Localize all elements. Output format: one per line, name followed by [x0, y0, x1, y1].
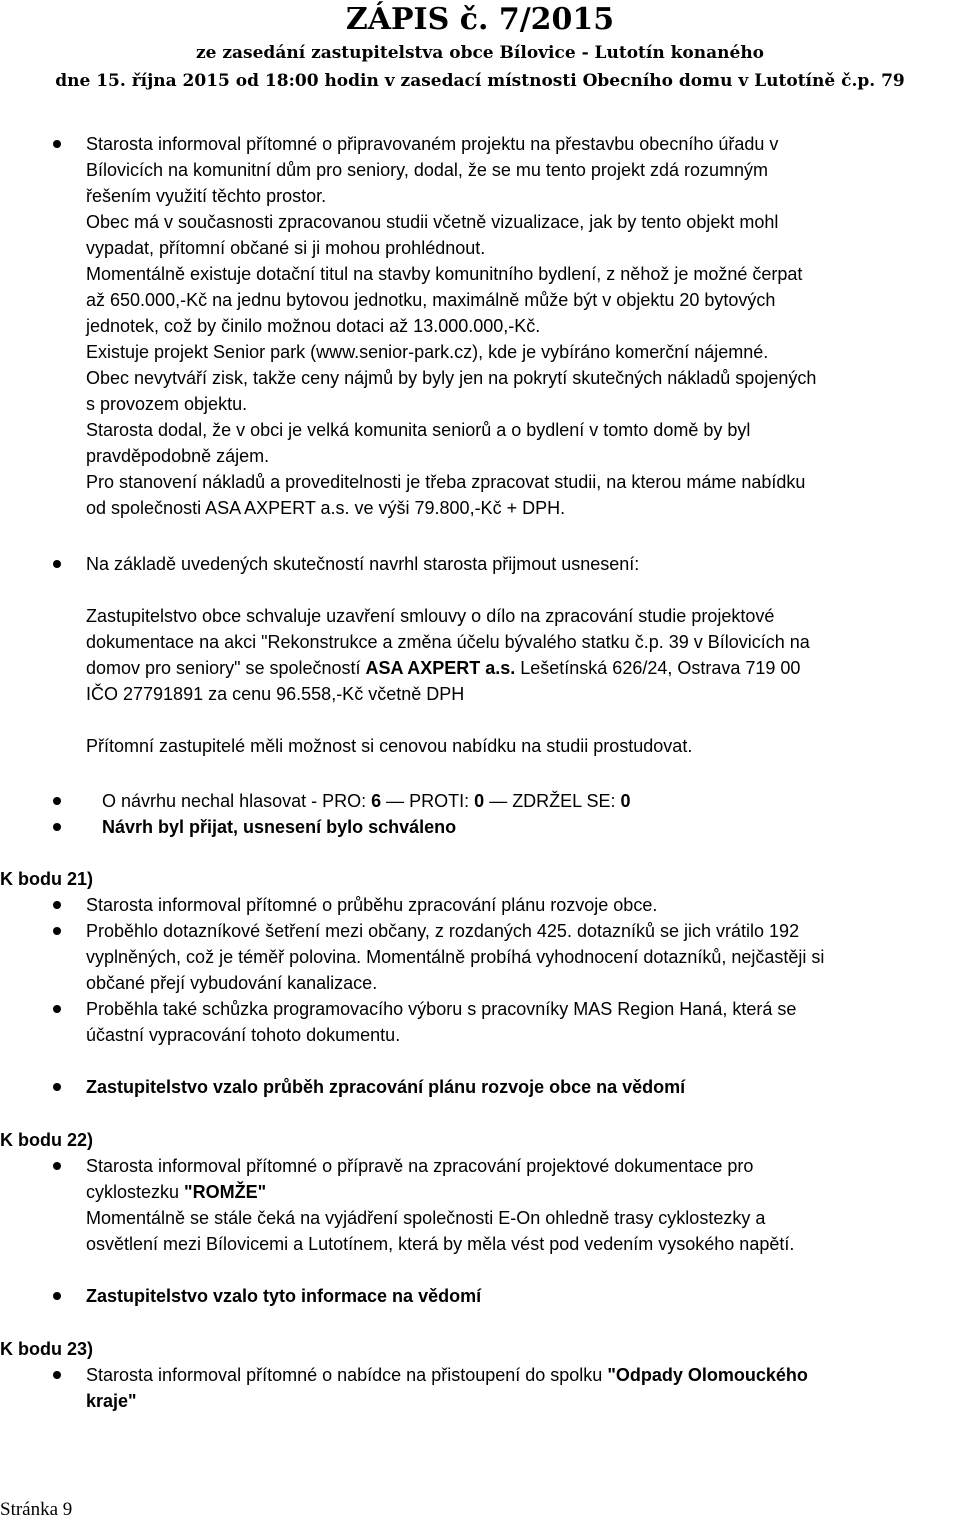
list-item	[86, 1362, 808, 1388]
bullet-icon	[53, 1162, 61, 1170]
paragraph-line: až 650.000,-Kč na jednu bytovou jednotku, maximálně může být v objektu 20 bytových	[86, 290, 776, 310]
list-item	[86, 1179, 266, 1205]
paragraph-line: od společnosti ASA AXPERT a.s. ve výši 79.800,-Kč + DPH.	[86, 498, 566, 518]
vote-zdrzel-count: 0	[620, 791, 631, 811]
paragraph-line: Starosta informoval přítomné o připravovaném projektu na přestavbu obecního úřadu v	[86, 134, 779, 154]
paragraph-line: Obec nevytváří zisk, takže ceny nájmů by byly jen na pokrytí skutečných nákladů spojených	[86, 368, 817, 388]
conclusion-22: Zastupitelstvo vzalo tyto informace na vědomí	[86, 1286, 482, 1306]
list-item: vyplněných, což je téměř polovina. Momentálně probíhá vyhodnocení dotazníků, nejčastěji si	[86, 947, 825, 967]
vote-proti-count: 0	[474, 791, 485, 811]
bullet-icon	[53, 1292, 61, 1300]
section-heading-22: K bodu 22)	[0, 1130, 93, 1150]
paragraph-line: jednotek, což by činilo možnou dotaci až 13.000.000,-Kč.	[86, 316, 541, 336]
present-note: Přítomní zastupitelé měli možnost si cenovou nabídku na studii prostudovat.	[86, 736, 693, 756]
list-text: Starosta informoval přítomné o nabídce na přistoupení do spolku	[86, 1365, 608, 1385]
vote-label: O návrhu nechal hlasovat - PRO:	[102, 791, 372, 811]
bullet-icon	[53, 1005, 61, 1013]
vote-line	[102, 788, 631, 814]
paragraph-line: s provozem objektu.	[86, 394, 248, 414]
resolution-intro: Na základě uvedených skutečností navrhl starosta přijmout usnesení:	[86, 554, 640, 574]
vote-label: — PROTI:	[381, 791, 475, 811]
paragraph-line: pravděpodobně zájem.	[86, 446, 270, 466]
list-item: účastní vypracování tohoto dokumentu.	[86, 1025, 401, 1045]
paragraph-line: vypadat, přítomní občané si ji mohou prohlédnout.	[86, 238, 486, 258]
resolution-line: IČO 27791891 za cenu 96.558,-Kč včetně DPH	[86, 684, 465, 704]
bullet-icon	[53, 140, 61, 148]
section-heading-21: K bodu 21)	[0, 869, 93, 889]
project-name: "ROMŽE"	[184, 1182, 267, 1202]
resolution-line: dokumentace na akci "Rekonstrukce a změna účelu bývalého statku č.p. 39 v Bílovicích na	[86, 632, 810, 652]
resolution-line: Zastupitelstvo obce schvaluje uzavření smlouvy o dílo na zpracování studie projektové	[86, 606, 775, 626]
paragraph-line: Pro stanovení nákladů a proveditelnosti je třeba zpracovat studii, na kterou máme nabídku	[86, 472, 806, 492]
company-name: ASA AXPERT a.s.	[365, 658, 516, 678]
bullet-icon	[53, 901, 61, 909]
conclusion-21: Zastupitelstvo vzalo průběh zpracování plánu rozvoje obce na vědomí	[86, 1077, 686, 1097]
paragraph-line: Bílovicích na komunitní dům pro seniory, dodal, že se mu tento projekt zdá rozumným	[86, 160, 768, 180]
bullet-icon	[53, 560, 61, 568]
vote-pro-count: 6	[371, 791, 382, 811]
bullet-icon	[53, 1083, 61, 1091]
vote-result: Návrh byl přijat, usnesení bylo schváleno	[102, 817, 457, 837]
association-name: "Odpady Olomouckého	[607, 1365, 808, 1385]
document-date-line: dne 15. října 2015 od 18:00 hodin v zasedací místnosti Obecního domu v Lutotíně č.p. 79	[55, 71, 905, 91]
list-item: osvětlení mezi Bílovicemi a Lutotínem, která by měla vést pod vedením vysokého napětí.	[86, 1234, 795, 1254]
vote-label: — ZDRŽEL SE:	[484, 791, 621, 811]
paragraph-line: Starosta dodal, že v obci je velká komunita seniorů a o bydlení v tomto domě by byl	[86, 420, 751, 440]
paragraph-line: řešením využití těchto prostor.	[86, 186, 327, 206]
bullet-icon	[53, 1371, 61, 1379]
bullet-icon	[53, 797, 61, 805]
resolution-text: domov pro seniory" se společností	[86, 658, 366, 678]
document-subtitle: ze zasedání zastupitelstva obce Bílovice - Lutotín konaného	[195, 43, 765, 63]
paragraph-line: Momentálně existuje dotační titul na stavby komunitního bydlení, z něhož je možné čerpat	[86, 264, 803, 284]
resolution-line	[86, 655, 800, 681]
list-item: Proběhlo dotazníkové šetření mezi občany, z rozdaných 425. dotazníků se jich vrátilo 192	[86, 921, 800, 941]
list-item: Starosta informoval přítomné o průběhu zpracování plánu rozvoje obce.	[86, 895, 658, 915]
list-item: občané přejí vybudování kanalizace.	[86, 973, 378, 993]
list-item: Proběhla také schůzka programovacího výboru s pracovníky MAS Region Haná, která se	[86, 999, 797, 1019]
bullet-icon	[53, 927, 61, 935]
list-text: cyklostezku	[86, 1182, 185, 1202]
paragraph-line: Obec má v současnosti zpracovanou studii včetně vizualizace, jak by tento objekt mohl	[86, 212, 779, 232]
list-item: Momentálně se stále čeká na vyjádření společnosti E-On ohledně trasy cyklostezky a	[86, 1208, 766, 1228]
list-item: Starosta informoval přítomné o přípravě na zpracování projektové dokumentace pro	[86, 1156, 754, 1176]
paragraph-line: Existuje projekt Senior park (www.senior-park.cz), kde je vybíráno komerční nájemné.	[86, 342, 769, 362]
document-title: ZÁPIS č. 7/2015	[345, 2, 615, 37]
bullet-icon	[53, 823, 61, 831]
page-number: Stránka 9	[0, 1499, 73, 1520]
section-heading-23: K bodu 23)	[0, 1339, 93, 1359]
list-item: kraje"	[86, 1391, 137, 1411]
resolution-text: Lešetínská 626/24, Ostrava 719 00	[515, 658, 801, 678]
